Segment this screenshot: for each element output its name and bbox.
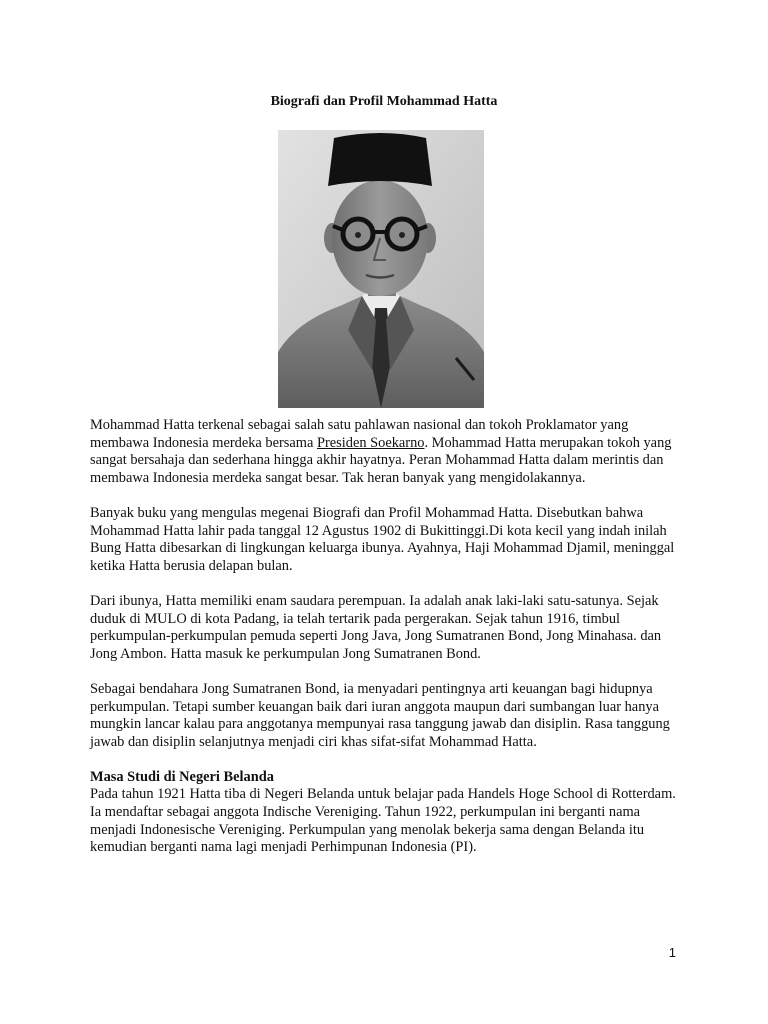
paragraph-treasurer: Sebagai bendahara Jong Sumatranen Bond, ia menyadari pentingnya arti keuangan bagi hidupnya perkumpulan. Tetapi sumber keuangan baik dari iuran anggota maupun dari sumbangan luar hanya mungkin lancar kalau para anggotanya mempunyai rasa tanggung jawab dan disiplin. Rasa tanggung jawab dan disiplin selanjutnya menjadi ciri khas sifat-sifat Mohammad Hatta. bbox=[90, 680, 670, 750]
page-number: 1 bbox=[668, 945, 676, 960]
paragraph-intro-text-before: Mohammad Hatta terkenal sebagai salah satu pahlawan nasional dan tokoh Proklamator yang membawa Indonesia merdeka bersama bbox=[90, 417, 629, 451]
portrait-photo bbox=[278, 130, 484, 408]
paragraph-family: Dari ibunya, Hatta memiliki enam saudara perempuan. Ia adalah anak laki-laki satu-satunya. Sejak duduk di MULO di kota Padang, ia telah tertarik pada pergerakan. Sejak tahun 1916, timbul perkumpulan-perkumpulan pemuda seperti Jong Java, Jong Sumatranen Bond, Jong Minahasa. dan Jong Ambon. Hatta masuk ke perkumpulan Jong Sumatranen Bond. bbox=[90, 592, 662, 662]
presiden-soekarno-link[interactable]: Presiden Soekarno bbox=[316, 434, 425, 451]
section-study-netherlands bbox=[90, 769, 690, 857]
paragraph-birth: Banyak buku yang mengulas megenai Biografi dan Profil Mohammad Hatta. Disebutkan bahwa Mohammad Hatta lahir pada tanggal 12 Agustus 1902 di Bukittinggi.Di kota kecil yang indah inilah Bung Hatta dibesarkan di lingkungan keluarga ibunya. Ayahnya, Haji Mohammad Djamil, meninggal ketika Hatta berusia delapan bulan. bbox=[90, 504, 675, 574]
paragraph-intro bbox=[90, 417, 690, 487]
paragraph-intro-text-after: . Mohammad Hatta merupakan tokoh yang sangat bersahaja dan sederhana hingga akhir hayatnya. Peran Mohammad Hatta dalam merintis dan membawa Indonesia merdeka sangat besar. Tak heran banyak yang mengidolakannya. bbox=[90, 434, 672, 486]
document-title: Biografi dan Profil Mohammad Hatta bbox=[270, 94, 498, 109]
body-text bbox=[90, 417, 690, 874]
paragraph-study: Pada tahun 1921 Hatta tiba di Negeri Belanda untuk belajar pada Handels Hoge School di Rotterdam. Ia mendaftar sebagai anggota Indische Vereniging. Tahun 1922, perkumpulan ini berganti nama menjadi Indonesische Vereniging. Perkumpulan yang menolak bekerja sama dengan Belanda itu kemudian berganti nama lagi menjadi Perhimpunan Indonesia (PI). bbox=[90, 786, 676, 856]
portrait-image bbox=[278, 130, 484, 408]
section-heading: Masa Studi di Negeri Belanda bbox=[90, 768, 274, 785]
